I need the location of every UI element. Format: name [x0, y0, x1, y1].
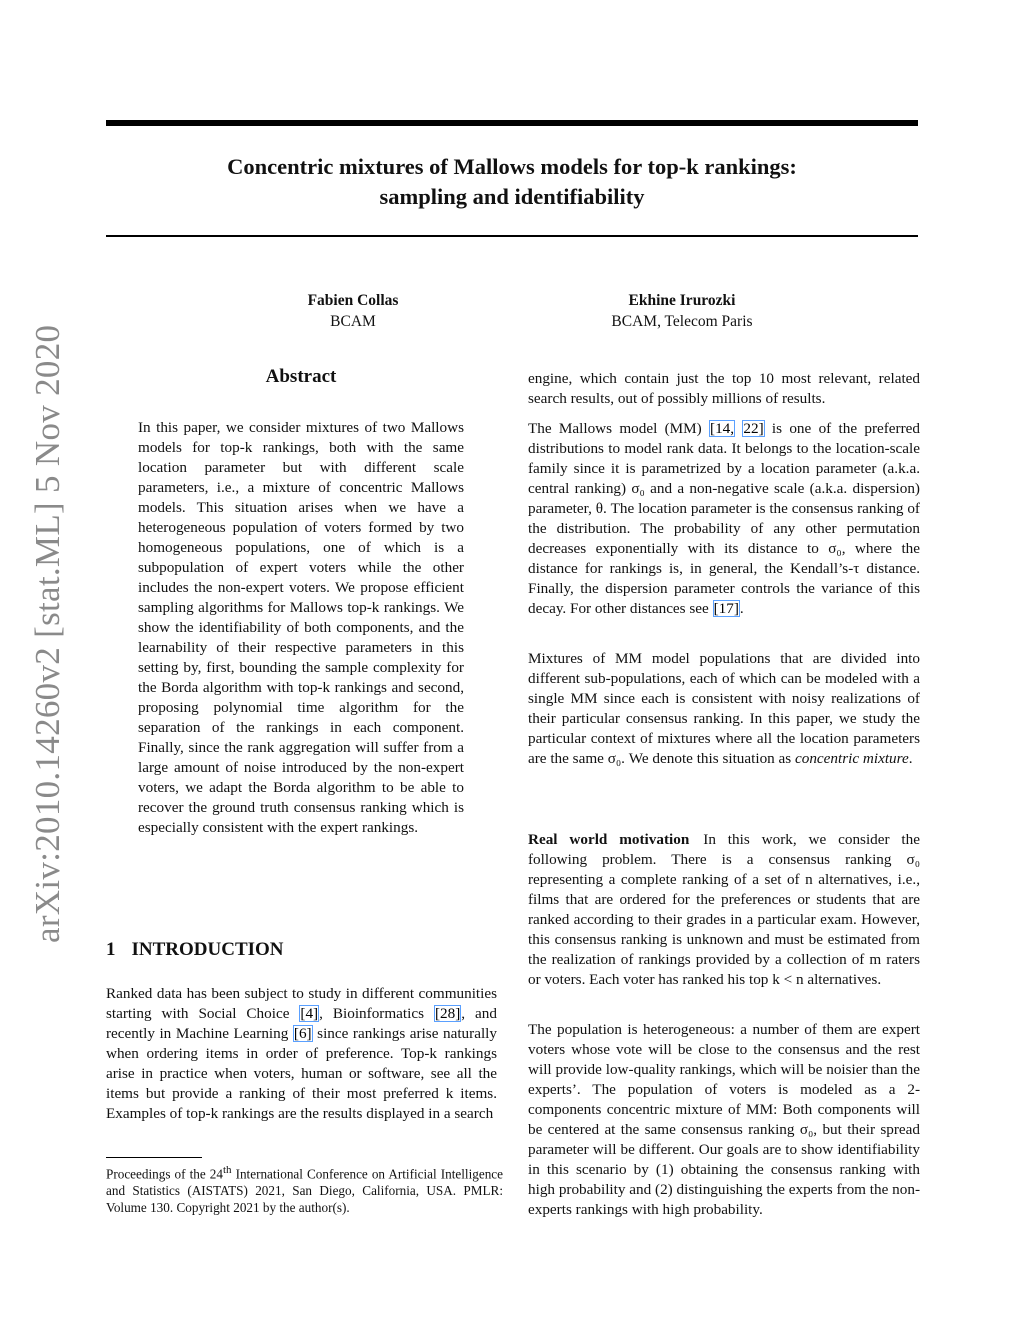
right-paragraph-2 — [528, 419, 920, 619]
citation-link-28[interactable]: [28] — [434, 1005, 461, 1022]
right-p3-text-b: . — [908, 750, 913, 767]
right-paragraph-motivation — [528, 830, 920, 990]
right-paragraph-5 — [528, 1020, 920, 1220]
top-rule — [106, 120, 918, 126]
author-1-affiliation: BCAM — [330, 313, 376, 330]
right-p1-text: engine, which contain just the top 10 most relevant, related search results, out of possibly millions of results. — [528, 370, 920, 407]
intro-text-c: , and recently in Machine Learning — [106, 1005, 497, 1042]
footnote-text-b: International Conference on Artificial Intelligence and Statistics (AISTATS) 2021, San Diego, California, USA. PMLR: Volume 130. Copyright 2021 by the author(s). — [106, 1166, 503, 1216]
citation-link-4[interactable]: [4] — [300, 1005, 319, 1022]
author-1 — [223, 290, 483, 332]
right-p3-text-a: Mixtures of MM model populations that are divided into different sub-populations, each of which can be modeled with a single MM since each is consistent with noisy realizations of their particular consensus ranking. In this paper, we study the particular context of mixtures where all the location parameters are the same σ₀. We denote this situation as — [528, 650, 920, 767]
footnote-superscript: th — [222, 1164, 232, 1176]
section-heading-introduction — [106, 939, 284, 961]
intro-text-b: , Bioinformatics — [319, 1005, 434, 1022]
title-line-2: sampling and identifiability — [379, 184, 645, 209]
abstract-text: In this paper, we consider mixtures of two Mallows models for top-k rankings, both with the same location parameter but with different scale parameters, i.e., a mixture of concentric Mallows models. This situation arises when we have a heterogeneous population of voters formed by two homogeneous populations, one of which is a subpopulation of expert voters while the other includes the non-expert voters. We propose efficient sampling algorithms for Mallows top-k rankings. We show the identifiability of both components, and the learnability of their respective parameters in this setting by, first, bounding the sample complexity for the Borda algorithm with top-k rankings and second, proposing polynomial time algorithm for the separation of the rankings in each component. Finally, since the rank aggregation will suffer from a large amount of noise introduced by the non-expert voters, we adapt the Borda algorithm to be able to recover the ground truth consensus ranking which is especially consistent with the expert rankings. — [138, 419, 464, 836]
right-p2-text-a: The Mallows model (MM) — [528, 420, 710, 437]
author-2-name: Ekhine Irurozki — [628, 292, 736, 309]
motivation-text: In this work, we consider the following problem. There is a consensus ranking σ₀ representing a complete ranking of a set of n alternatives, i.e., films that are ordered for the preferences or students that are ranked according to their grades in a particular exam. However, this consensus ranking is unknown and must be estimated from the realization of rankings provided by a collection of m raters or voters. Each voter has ranked his top k < n alternatives. — [528, 831, 920, 988]
intro-text-a: Ranked data has been subject to study in different communities starting with Social Choice — [106, 985, 497, 1022]
footnote-text-a: Proceedings of the 24 — [106, 1166, 223, 1182]
title-rule — [106, 235, 918, 237]
right-p2-text-c: . — [739, 600, 744, 617]
introduction-paragraph — [106, 984, 497, 1124]
author-1-name: Fabien Collas — [307, 292, 399, 309]
arxiv-identifier: arXiv:2010.14260v2 [stat.ML] 5 Nov 2020 — [28, 324, 67, 943]
paper-title — [106, 152, 918, 212]
right-p3-emphasis: concentric mixture — [795, 750, 909, 767]
intro-text-d: since rankings arise naturally when ordering items in order of preference. Top-k rankings arise in practice when voters, human or software, see all the items but provide a ranking of their most preferred k items. Examples of top-k rankings are the results displayed in a search — [106, 1025, 497, 1122]
right-p2-text-b: is one of the preferred distributions to model rank data. It belongs to the location-scale family since it is parametrized by a location parameter (a.k.a. central ranking) σ₀ and a non-negative scale (a.k.a. dispersion) parameter, θ. The location parameter is the consensus ranking of the distribution. The probability of any other permutation decreases exponentially with its distance to σ₀, where the distance for rankings is, in general, the Kendall’s-τ distance. Finally, the dispersion parameter controls the variance of this decay. For other distances see — [528, 420, 920, 617]
title-line-1: Concentric mixtures of Mallows models for top-k rankings: — [227, 154, 797, 179]
footnote-rule — [106, 1157, 202, 1158]
right-p5-text: The population is heterogeneous: a number of them are expert voters whose vote will be close to the consensus and the rest will provide low-quality rankings, which will be noisier than the experts’. The population of voters is modeled as a 2-components concentric mixture of MM: Both components will be centered at the same consensus ranking σ₀, but their spread parameter will be different. Our goals are to show identifiability in this scenario by (1) obtaining the consensus ranking with high probability and (2) distinguishing the experts from the non-experts rankings with high probability. — [528, 1021, 920, 1218]
right-paragraph-3 — [528, 649, 920, 769]
right-paragraph-1 — [528, 369, 920, 409]
section-number: 1 — [106, 939, 116, 960]
citation-link-22[interactable]: 22] — [743, 420, 764, 437]
citation-link-17[interactable]: [17] — [713, 600, 739, 617]
author-2-affiliation: BCAM, Telecom Paris — [611, 313, 753, 330]
author-2 — [552, 290, 812, 332]
abstract-heading: Abstract — [265, 366, 337, 387]
footnote — [106, 1162, 503, 1216]
citation-link-6[interactable]: [6] — [293, 1025, 312, 1042]
section-title: INTRODUCTION — [131, 939, 284, 960]
citation-link-14[interactable]: [14, — [710, 420, 735, 437]
motivation-heading: Real world motivation — [528, 831, 690, 848]
